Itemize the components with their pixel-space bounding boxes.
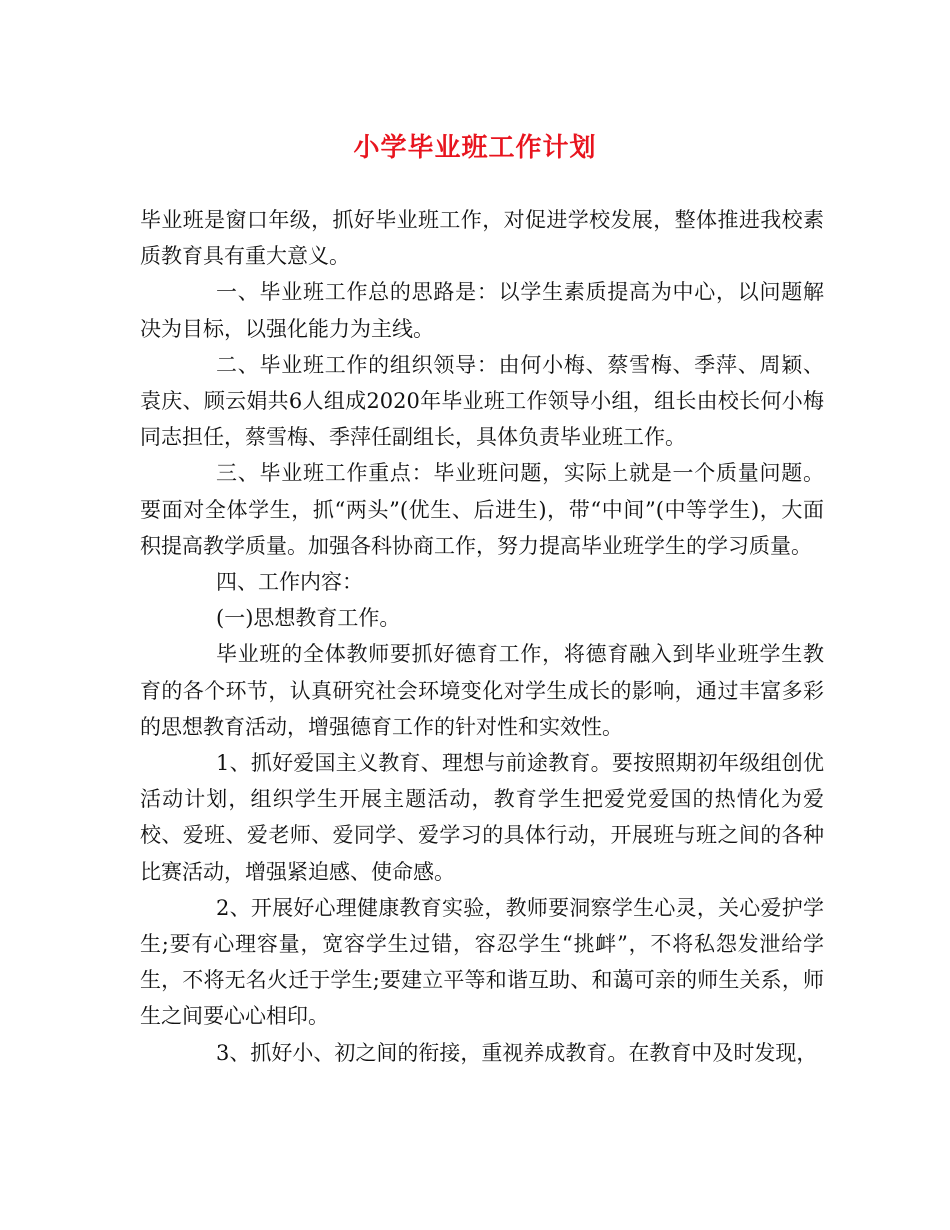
document-body — [140, 202, 824, 1071]
paragraph: 3、抓好小、初之间的衔接，重视养成教育。在教育中及时发现， — [216, 1040, 818, 1065]
document-title: 小学毕业班工作计划 — [353, 133, 597, 163]
subsection-heading: (一)思想教育工作。 — [216, 606, 401, 631]
paragraph: 毕业班是窗口年级，抓好毕业班工作，对促进学校发展，整体推进我校素质教育具有重大意义。 — [140, 208, 824, 269]
paragraph: 毕业班的全体教师要抓好德育工作，将德育融入到毕业班学生教育的各个环节，认真研究社会环境变化对学生成长的影响，通过丰富多彩的思想教育活动，增强德育工作的针对性和实效性。 — [140, 642, 824, 739]
paragraph: 2、开展好心理健康教育实验，教师要洞察学生心灵，关心爱护学生;要有心理容量，宽容学生过错，容忍学生“挑衅”，不将私怨发泄给学生，不将无名火迁于学生;要建立平等和谐互助、和蔼可亲的师生关系，师生之间要心心相印。 — [140, 895, 824, 1029]
paragraph: 1、抓好爱国主义教育、理想与前途教育。要按照期初年级组创优活动计划，组织学生开展主题活动，教育学生把爱党爱国的热情化为爱校、爱班、爱老师、爱同学、爱学习的具体行动，开展班与班之间的各种比赛活动，增强紧迫感、使命感。 — [140, 751, 824, 884]
paragraph: 一、毕业班工作总的思路是：以学生素质提高为中心，以问题解决为目标，以强化能力为主线。 — [140, 280, 824, 341]
paragraph: 二、毕业班工作的组织领导：由何小梅、蔡雪梅、季萍、周颖、袁庆、顾云娟共6人组成2020年毕业班工作领导小组，组长由校长何小梅同志担任，蔡雪梅、季萍任副组长，具体负责毕业班工作。 — [140, 352, 824, 450]
paragraph: 三、毕业班工作重点：毕业班问题，实际上就是一个质量问题。要面对全体学生，抓“两头”(优生、后进生)，带“中间”(中等学生)，大面积提高教学质量。加强各科协商工作，努力提高毕业班学生的学习质量。 — [140, 461, 824, 558]
section-heading: 四、工作内容： — [216, 570, 363, 595]
